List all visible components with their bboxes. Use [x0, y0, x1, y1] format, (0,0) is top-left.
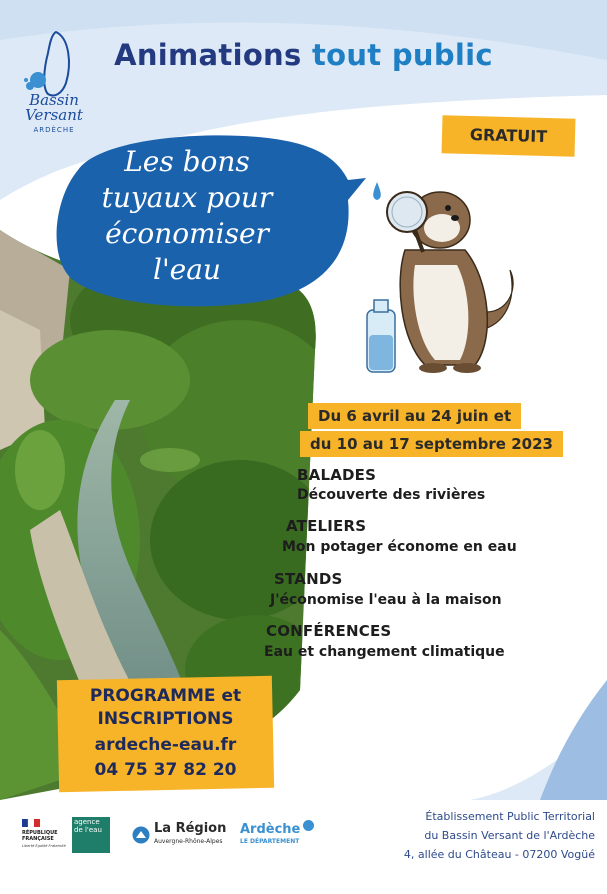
activity-heading-balades: BALADES	[297, 466, 377, 484]
date-line-2: du 10 au 17 septembre 2023	[300, 431, 563, 457]
otter-illustration-icon	[345, 170, 545, 380]
bubble-line-1: Les bons	[124, 145, 250, 178]
title-part-1: Animations	[114, 38, 302, 72]
logo-wordmark	[14, 93, 94, 123]
programme-line-2: INSCRIPTIONS	[97, 709, 234, 729]
org-address: 4, allée du Château - 07200 Vogüé	[403, 848, 595, 861]
bubble-line-2: tuyaux pour	[101, 181, 273, 214]
programme-website-link[interactable]: ardeche-eau.fr	[94, 735, 237, 755]
activity-detail-stands: J'économise l'eau à la maison	[270, 592, 502, 608]
logo-line-1: Bassin	[29, 91, 79, 109]
region-subtitle: Auvergne-Rhône-Alpes	[154, 838, 223, 845]
programme-line-1: PROGRAMME et	[89, 686, 242, 706]
activity-heading-conferences: CONFÉRENCES	[266, 622, 392, 640]
activity-heading-stands: STANDS	[274, 570, 343, 588]
logo-line-2: Versant	[25, 106, 83, 124]
rf-motto: Liberté Égalité Fraternité	[22, 844, 66, 848]
org-line-1: Établissement Public Territorial	[425, 810, 595, 823]
logo-line-3: ARDÈCHE	[33, 126, 75, 134]
date-line-1: Du 6 avril au 24 juin et	[308, 403, 521, 429]
title-part-2: tout public	[311, 38, 493, 72]
rf-line-1: RÉPUBLIQUE	[22, 830, 58, 836]
page-title	[0, 38, 607, 72]
activity-detail-conferences: Eau et changement climatique	[264, 644, 505, 660]
agence-logo-text: agence de l'eau	[74, 818, 102, 834]
ardeche-badge-icon	[303, 820, 314, 831]
bubble-text	[62, 144, 312, 288]
bubble-line-4: l'eau	[153, 253, 221, 286]
bubble-line-3: économiser	[105, 217, 269, 250]
activity-detail-ateliers: Mon potager économe en eau	[282, 539, 517, 555]
region-logo-icon	[132, 826, 150, 844]
ardeche-department-subtitle: LE DÉPARTEMENT	[240, 838, 300, 845]
rf-line-2: FRANÇAISE	[22, 836, 54, 842]
gratuit-badge: GRATUIT	[442, 115, 576, 156]
activity-heading-ateliers: ATELIERS	[286, 517, 367, 535]
region-name: La Région	[154, 821, 227, 836]
org-line-2: du Bassin Versant de l'Ardèche	[424, 829, 595, 842]
ardeche-department-name: Ardèche	[240, 822, 301, 837]
programme-phone[interactable]: 04 75 37 82 20	[94, 760, 237, 780]
activity-detail-balades: Découverte des rivières	[297, 487, 486, 503]
republique-francaise-logo	[22, 830, 58, 842]
french-flag-icon	[22, 819, 40, 827]
